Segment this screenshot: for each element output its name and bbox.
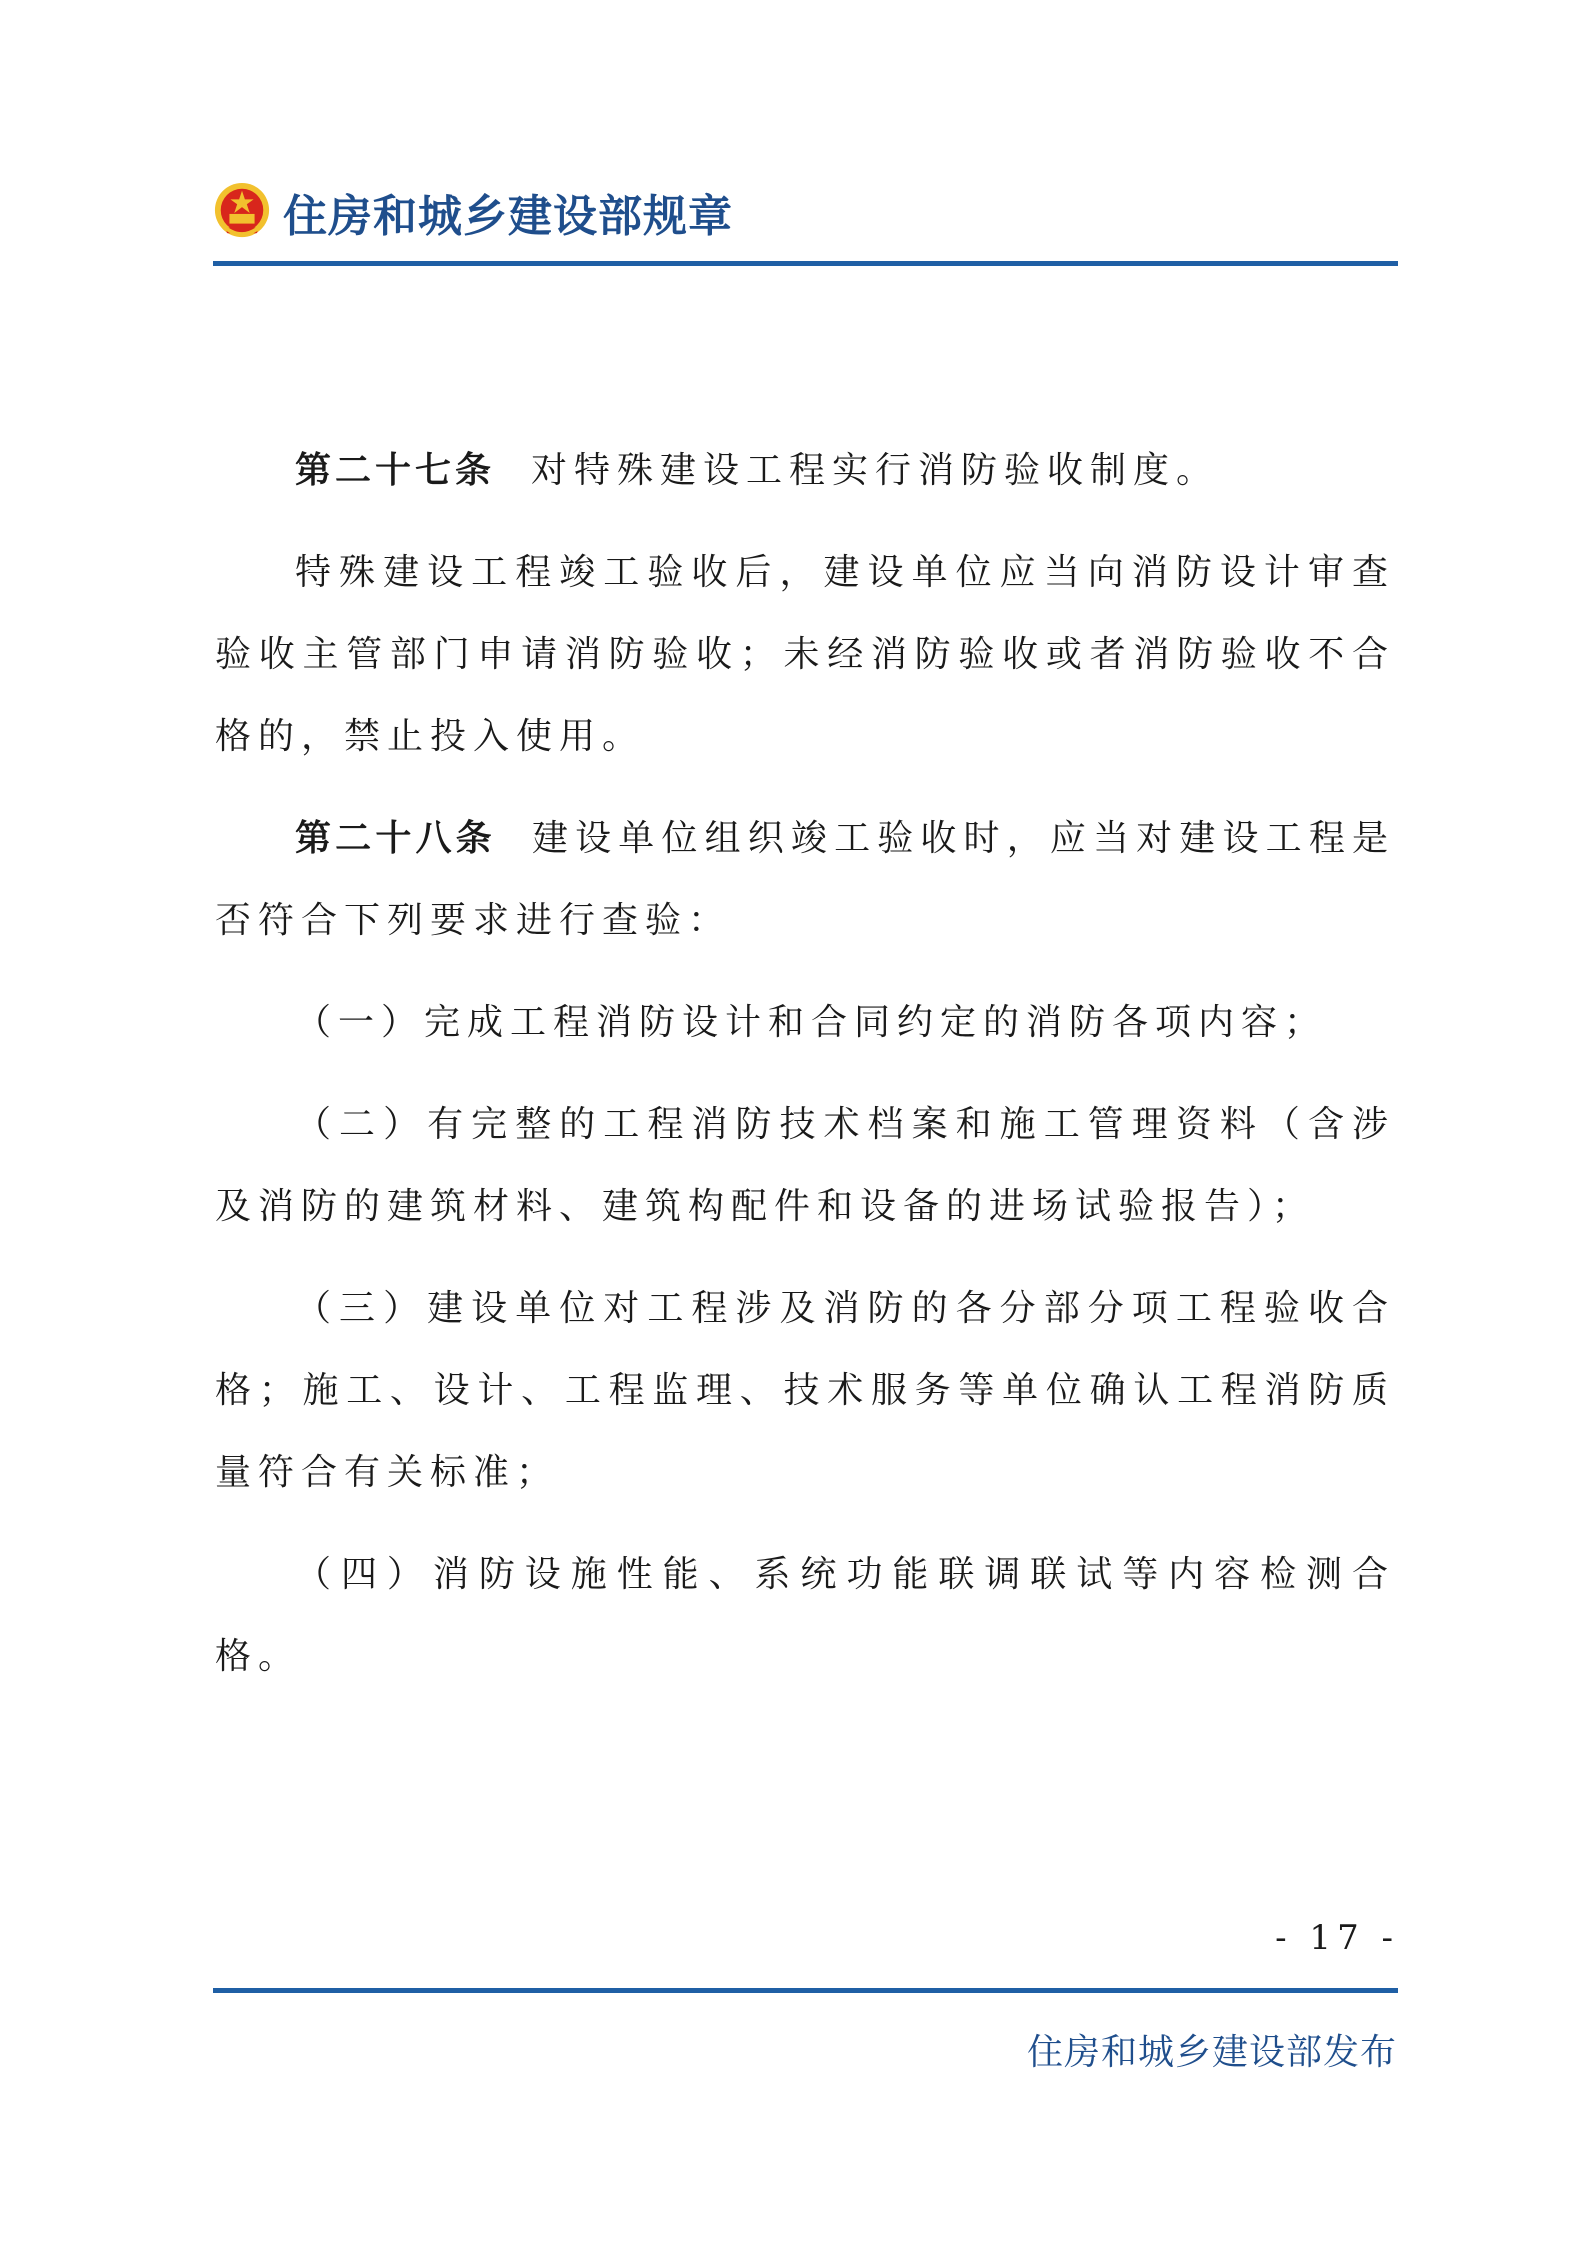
document-body <box>215 430 1395 1718</box>
list-item: （四）消防设施性能、系统功能联调联试等内容检测合格。 <box>215 1554 1395 1677</box>
national-emblem-icon <box>213 181 271 243</box>
header-title: 住房和城乡建设部规章 <box>283 191 733 242</box>
article-heading: 第二十八条 <box>295 818 496 859</box>
article-27 <box>215 430 1395 512</box>
header-divider <box>213 261 1398 266</box>
article-heading: 第二十七条 <box>295 450 496 491</box>
article-28 <box>215 798 1395 962</box>
footer-divider <box>213 1988 1398 1993</box>
page-header <box>213 172 733 252</box>
list-item: （一）完成工程消防设计和合同约定的消防各项内容； <box>295 1002 1328 1043</box>
footer-publisher: 住房和城乡建设部发布 <box>1026 2032 1397 2073</box>
paragraph: 特殊建设工程竣工验收后，建设单位应当向消防设计审查验收主管部门申请消防验收；未经消防验收或者消防验收不合格的，禁止投入使用。 <box>215 552 1395 757</box>
list-item: （二）有完整的工程消防技术档案和施工管理资料（含涉及消防的建筑材料、建筑构配件和设备的进场试验报告）； <box>215 1104 1395 1227</box>
article-text: 建设单位组织竣工验收时，应当对建设工程是否符合下列要求进行查验： <box>215 818 1395 941</box>
article-text: 对特殊建设工程实行消防验收制度。 <box>531 450 1220 491</box>
page-number: - 17 - <box>1275 1918 1399 1958</box>
list-item: （三）建设单位对工程涉及消防的各分部分项工程验收合格；施工、设计、工程监理、技术服务等单位确认工程消防质量符合有关标准； <box>215 1288 1395 1493</box>
